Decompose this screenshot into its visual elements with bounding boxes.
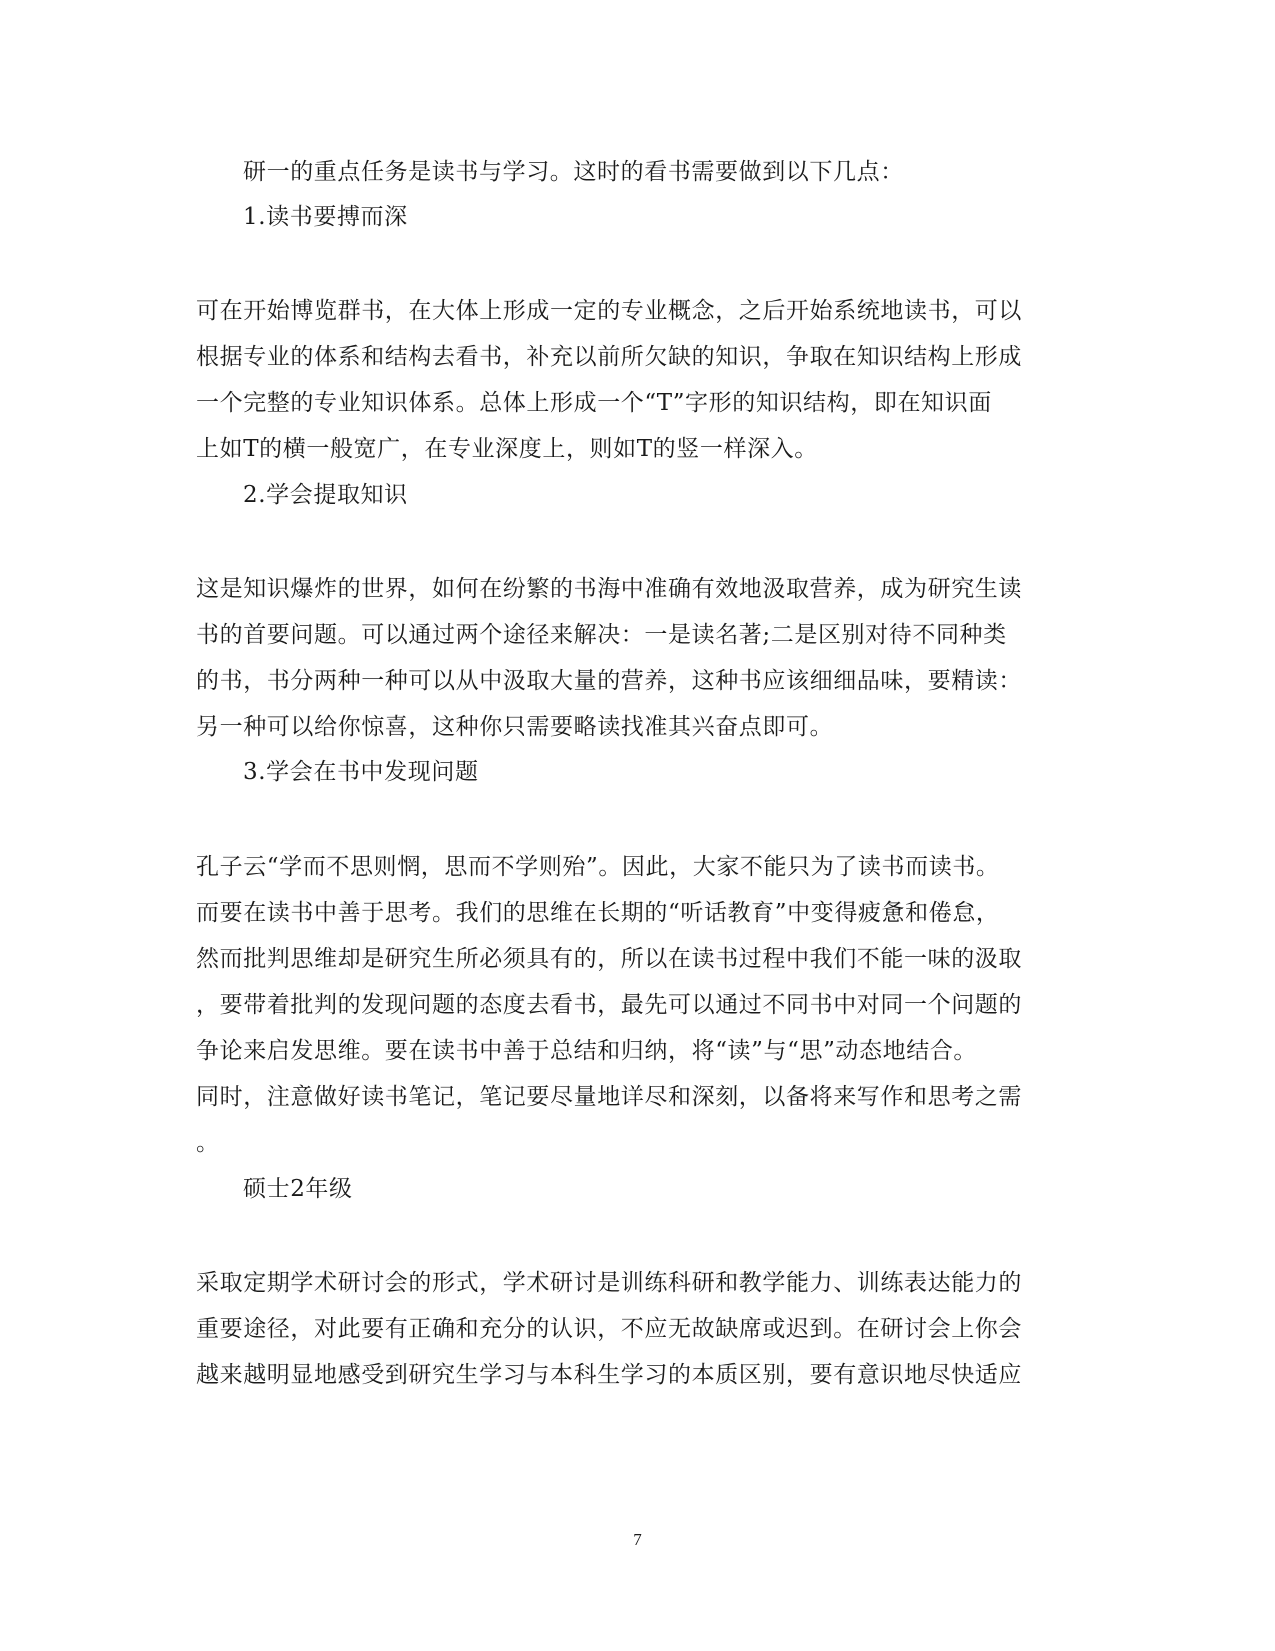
text-line: 然而批判思维却是研究生所必须具有的，所以在读书过程中我们不能一味的汲取 — [196, 946, 1022, 972]
section-heading-4: 硕士2年级 — [243, 1176, 353, 1202]
text-line: ，要带着批判的发现问题的态度去看书，最先可以通过不同书中对同一个问题的 — [196, 992, 1022, 1018]
text-line: 。 — [196, 1130, 220, 1156]
text-line: 研一的重点任务是读书与学习。这时的看书需要做到以下几点： — [243, 159, 904, 185]
section-heading-3: 3.学会在书中发现问题 — [243, 759, 479, 785]
text-line: 书的首要问题。可以通过两个途径来解决：一是读名著;二是区别对待不同种类 — [196, 622, 1007, 648]
text-line: 采取定期学术研讨会的形式，学术研讨是训练科研和教学能力、训练表达能力的 — [196, 1270, 1022, 1296]
text-line: 重要途径，对此要有正确和充分的认识，不应无故缺席或迟到。在研讨会上你会 — [196, 1316, 1022, 1342]
text-line: 同时，注意做好读书笔记，笔记要尽量地详尽和深刻，以备将来写作和思考之需 — [196, 1084, 1022, 1110]
text-line: 这是知识爆炸的世界，如何在纷繁的书海中准确有效地汲取营养，成为研究生读 — [196, 576, 1022, 602]
text-line: 可在开始博览群书，在大体上形成一定的专业概念，之后开始系统地读书，可以 — [196, 298, 1022, 324]
text-line: 孔子云“学而不思则惘，思而不学则殆”。因此，大家不能只为了读书而读书。 — [196, 854, 1000, 880]
text-line: 根据专业的体系和结构去看书，补充以前所欠缺的知识，争取在知识结构上形成 — [196, 344, 1022, 370]
section-heading-2: 2.学会提取知识 — [243, 482, 408, 508]
text-line: 争论来启发思维。要在读书中善于总结和归纳，将“读”与“思”动态地结合。 — [196, 1038, 978, 1064]
section-heading-1: 1.读书要搏而深 — [243, 204, 408, 230]
text-line: 而要在读书中善于思考。我们的思维在长期的“听话教育”中变得疲惫和倦怠， — [196, 900, 1000, 926]
text-line: 越来越明显地感受到研究生学习与本科生学习的本质区别，要有意识地尽快适应 — [196, 1362, 1022, 1388]
text-line: 另一种可以给你惊喜，这种你只需要略读找准其兴奋点即可。 — [196, 714, 834, 740]
text-line: 一个完整的专业知识体系。总体上形成一个“T”字形的知识结构，即在知识面 — [196, 390, 992, 416]
text-line: 上如T的横一般宽广，在专业深度上，则如T的竖一样深入。 — [196, 436, 818, 462]
text-line: 的书，书分两种一种可以从中汲取大量的营养，这种书应该细细品味，要精读： — [196, 668, 1022, 694]
page-number: 7 — [633, 1530, 642, 1549]
